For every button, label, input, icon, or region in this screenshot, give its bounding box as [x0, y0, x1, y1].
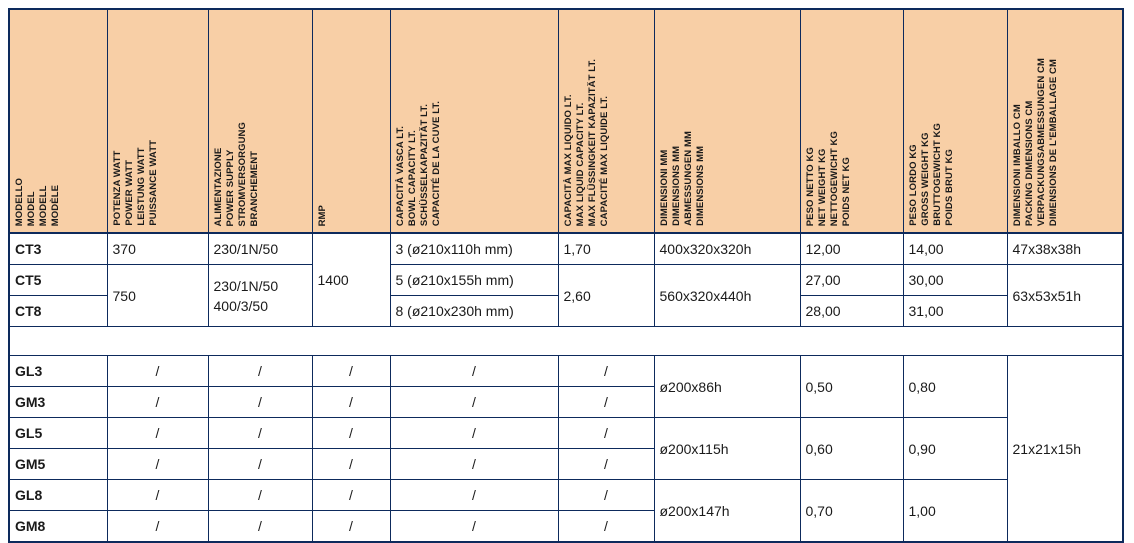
slash-cell: /	[107, 480, 208, 511]
net-weight-cell: 28,00	[800, 296, 903, 327]
slash-cell: /	[390, 449, 558, 480]
model-cell: CT5	[9, 265, 107, 296]
slash-cell: /	[312, 449, 390, 480]
slash-cell: /	[558, 418, 654, 449]
slash-cell: /	[107, 449, 208, 480]
model-cell: GM8	[9, 511, 107, 543]
slash-cell: /	[312, 387, 390, 418]
model-cell: GL5	[9, 418, 107, 449]
slash-cell: /	[390, 480, 558, 511]
slash-cell: /	[208, 511, 312, 543]
spec-table	[8, 8, 1124, 543]
liquid-cell: 1,70	[558, 233, 654, 265]
header-power: POTENZA WATT POWER WATT LEISTUNG WATT PUISSANCE WATT	[107, 9, 208, 233]
gross-weight-cell: 1,00	[903, 480, 1007, 543]
slash-cell: /	[107, 356, 208, 387]
model-cell: GM3	[9, 387, 107, 418]
spacer-cell	[9, 327, 1123, 356]
header-model: MODELLO MODEL MODELL MODÈLE	[9, 9, 107, 233]
gross-weight-cell: 14,00	[903, 233, 1007, 265]
supply-cell: 230/1N/50	[208, 233, 312, 265]
power-cell: 370	[107, 233, 208, 265]
slash-cell: /	[390, 418, 558, 449]
slash-cell: /	[312, 511, 390, 543]
net-weight-cell: 27,00	[800, 265, 903, 296]
header-row	[9, 9, 1123, 233]
net-weight-cell: 0,60	[800, 418, 903, 480]
supply-line: 400/3/50	[213, 297, 268, 314]
slash-cell: /	[208, 418, 312, 449]
slash-cell: /	[558, 480, 654, 511]
table-row	[9, 480, 1123, 511]
dimensions-cell: 560x320x440h	[654, 265, 800, 327]
rpm-cell: 1400	[312, 233, 390, 327]
table-row	[9, 233, 1123, 265]
model-cell: CT3	[9, 233, 107, 265]
header-dimensions: DIMENSIONI MM DIMENSIONS MM ABMESSUNGEN MM DIMENSIONS MM	[654, 9, 800, 233]
packing-cell: 47x38x38h	[1007, 233, 1123, 265]
bowl-cell: 3 (ø210x110h mm)	[390, 233, 558, 265]
slash-cell: /	[558, 387, 654, 418]
slash-cell: /	[390, 387, 558, 418]
liquid-cell: 2,60	[558, 265, 654, 327]
model-cell: GL3	[9, 356, 107, 387]
packing-cell: 21x21x15h	[1007, 356, 1123, 543]
supply-cell	[208, 265, 312, 327]
slash-cell: /	[208, 387, 312, 418]
table-row	[9, 418, 1123, 449]
bowl-cell: 5 (ø210x155h mm)	[390, 265, 558, 296]
model-cell: GL8	[9, 480, 107, 511]
gross-weight-cell: 0,90	[903, 418, 1007, 480]
gross-weight-cell: 0,80	[903, 356, 1007, 418]
slash-cell: /	[558, 449, 654, 480]
header-rpm: RMP	[312, 9, 390, 233]
dimensions-cell: ø200x115h	[654, 418, 800, 480]
slash-cell: /	[312, 480, 390, 511]
slash-cell: /	[107, 511, 208, 543]
dimensions-cell: ø200x86h	[654, 356, 800, 418]
net-weight-cell: 0,70	[800, 480, 903, 543]
slash-cell: /	[558, 511, 654, 543]
bowl-cell: 8 (ø210x230h mm)	[390, 296, 558, 327]
header-liquid-capacity: CAPACITÀ MAX LIQUIDO LT. MAX LIQUID CAPACITY LT. MAX FLÜSSINGKEIT KAPAZITÄT LT. CAPACITÉ MAX LIQUIDE LT.	[558, 9, 654, 233]
dimensions-cell: ø200x147h	[654, 480, 800, 543]
power-cell: 750	[107, 265, 208, 327]
spacer-row	[9, 327, 1123, 356]
header-supply: ALIMENTAZIONE POWER SUPPLY STROMVERSORGUNG BRANCHEMENT	[208, 9, 312, 233]
slash-cell: /	[390, 511, 558, 543]
table-row	[9, 265, 1123, 296]
model-cell: GM5	[9, 449, 107, 480]
slash-cell: /	[312, 418, 390, 449]
supply-line: 230/1N/50	[213, 277, 279, 294]
packing-cell: 63x53x51h	[1007, 265, 1123, 327]
header-gross-weight: PESO LORDO KG GROSS WEIGHT KG BRUTTOGEWICHT KG POIDS BRUT KG	[903, 9, 1007, 233]
gross-weight-cell: 31,00	[903, 296, 1007, 327]
net-weight-cell: 0,50	[800, 356, 903, 418]
model-cell: CT8	[9, 296, 107, 327]
gross-weight-cell: 30,00	[903, 265, 1007, 296]
header-packing: DIMENSIONI IMBALLO CM PACKING DIMENSIONS CM VERPACKUNGSABMESSUNGEN CM DIMENSIONS DE L'EMBALLAGE CM	[1007, 9, 1123, 233]
table-row	[9, 356, 1123, 387]
header-net-weight: PESO NETTO KG NET WEIGHT KG NETTOGEWICHT KG POIDS NET KG	[800, 9, 903, 233]
slash-cell: /	[208, 449, 312, 480]
slash-cell: /	[390, 356, 558, 387]
net-weight-cell: 12,00	[800, 233, 903, 265]
slash-cell: /	[208, 480, 312, 511]
dimensions-cell: 400x320x320h	[654, 233, 800, 265]
slash-cell: /	[312, 356, 390, 387]
slash-cell: /	[107, 418, 208, 449]
header-bowl-capacity: CAPACITÀ VASCA LT. BOWL CAPACITY LT. SCHÜSSELKAPAZITÄT LT. CAPACITÉ DE LA CUVE LT.	[390, 9, 558, 233]
slash-cell: /	[208, 356, 312, 387]
slash-cell: /	[107, 387, 208, 418]
slash-cell: /	[558, 356, 654, 387]
